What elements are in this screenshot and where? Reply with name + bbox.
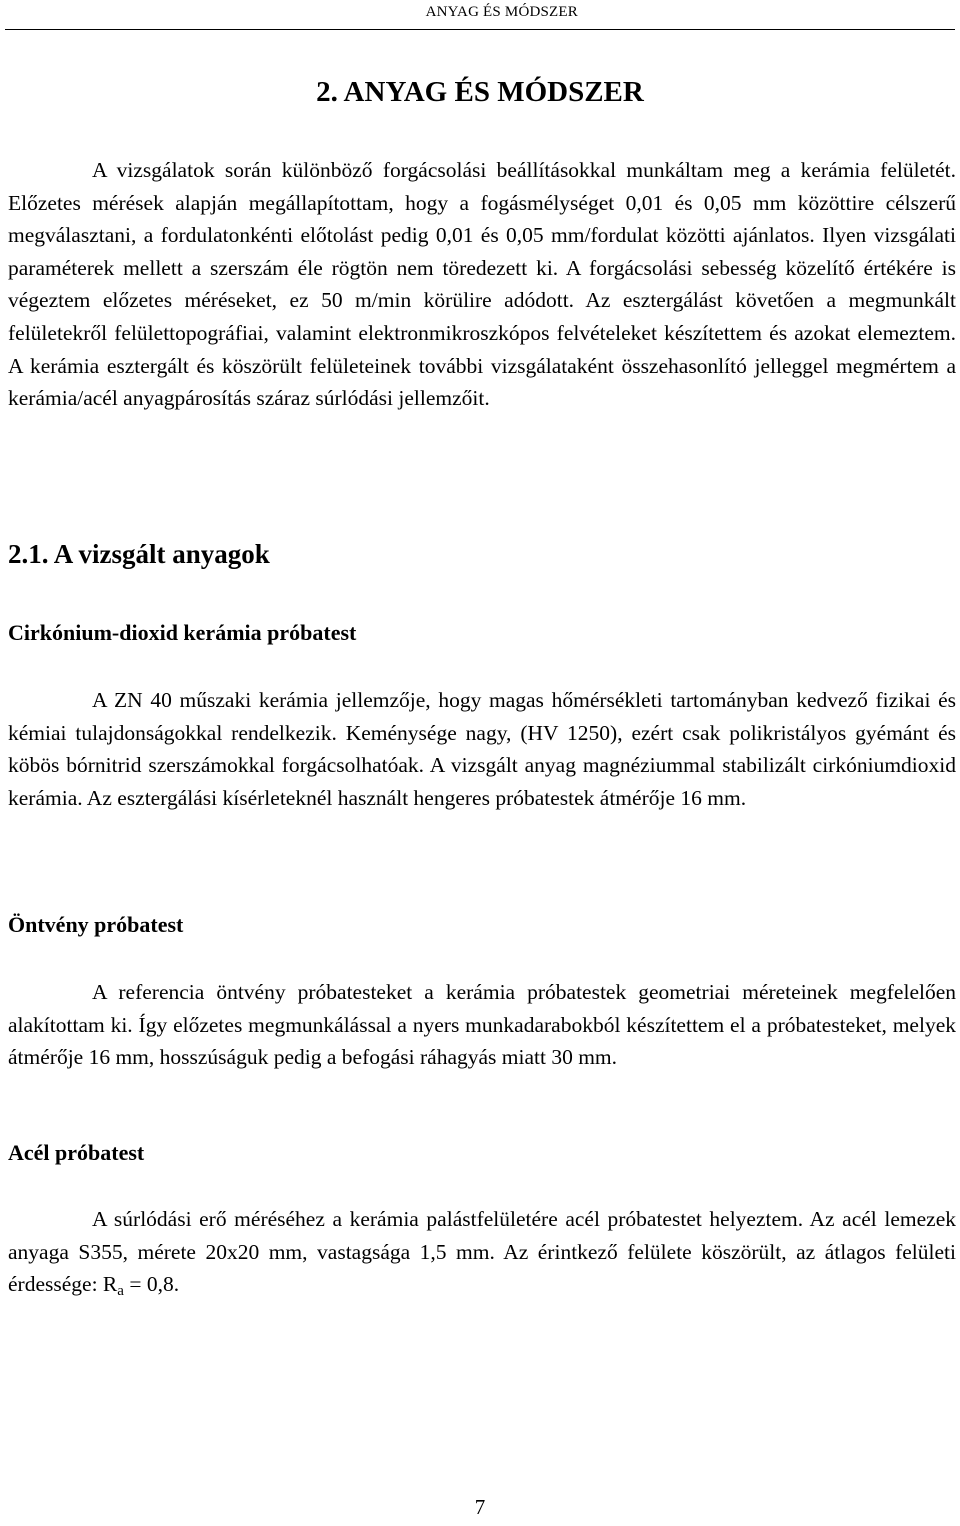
intro-paragraph: A vizsgálatok során különböző forgácsolási beállításokkal munkáltam meg a kerámia felületét. Előzetes mérések alapján megállapítottam, hogy a fogásmélységet 0,01 és 0,05 mm közöttire célszerű megválasztani, a fordulatonkénti előtolást pedig 0,01 és 0,05 mm/fordulat közötti ajánlatos. Ilyen vizsgálati paraméterek mellett a szerszám éle rögtön nem töredezett ki. A forgácsolási sebesség közelítő értékére is végeztem előzetes méréseket, ez 50 m/min körülire adódott. Az esztergálást követően a megmunkált felületekről felülettopográfiai, valamint elektronmikroszkópos felvételeket készítettem és azokat elemeztem. A kerámia esztergált és köszörült felületeinek további vizsgálataként összehasonlító jelleggel megmértem a kerámia/acél anyagpárosítás száraz súrlódási jellemzőit. bbox=[8, 158, 956, 411]
page-number: 7 bbox=[474, 1495, 486, 1519]
section-title: 2.1. A vizsgált anyagok bbox=[8, 539, 270, 569]
roughness-value: = 0,8. bbox=[123, 1272, 180, 1297]
header-rule bbox=[5, 29, 955, 30]
steel-paragraph bbox=[8, 1203, 956, 1301]
chapter-title: 2. ANYAG ÉS MÓDSZER bbox=[316, 76, 644, 108]
roughness-subscript: a bbox=[117, 1283, 124, 1300]
steel-paragraph-text: A súrlódási erő méréséhez a kerámia palástfelületére acél próbatestet helyeztem. Az acél lemezek anyaga S355, mérete 20x20 mm, vastagsága 1,5 mm. Az érintkező felülete köszörült, az átlagos felületi érdessége: R bbox=[8, 1207, 956, 1297]
casting-paragraph: A referencia öntvény próbatesteket a kerámia próbatestek geometriai méreteinek megfelelően alakítottam ki. Így előzetes megmunkálással a nyers munkadarabokból készítettem el a próbatesteket, melyek átmérője 16 mm, hosszúságuk pedig a befogási ráhagyás miatt 30 mm. bbox=[8, 980, 956, 1070]
zirconia-paragraph: A ZN 40 műszaki kerámia jellemzője, hogy magas hőmérsékleti tartományban kedvező fizikai és kémiai tulajdonságokkal rendelkezik. Keménysége nagy, (HV 1250), ezért csak polikristályos gyémánt és köbös bórnitrid szerszámokkal forgácsolhatóak. A vizsgált anyag magnéziummal stabilizált cirkóniumdioxid kerámia. Az esztergálási kísérleteknél használt hengeres próbatestek átmérője 16 mm. bbox=[8, 688, 956, 810]
running-head: ANYAG ÉS MÓDSZER bbox=[425, 4, 578, 20]
subsection-title-steel: Acél próbatest bbox=[8, 1140, 145, 1165]
subsection-title-zirconia: Cirkónium-dioxid kerámia próbatest bbox=[8, 620, 357, 645]
subsection-title-casting: Öntvény próbatest bbox=[8, 912, 184, 937]
